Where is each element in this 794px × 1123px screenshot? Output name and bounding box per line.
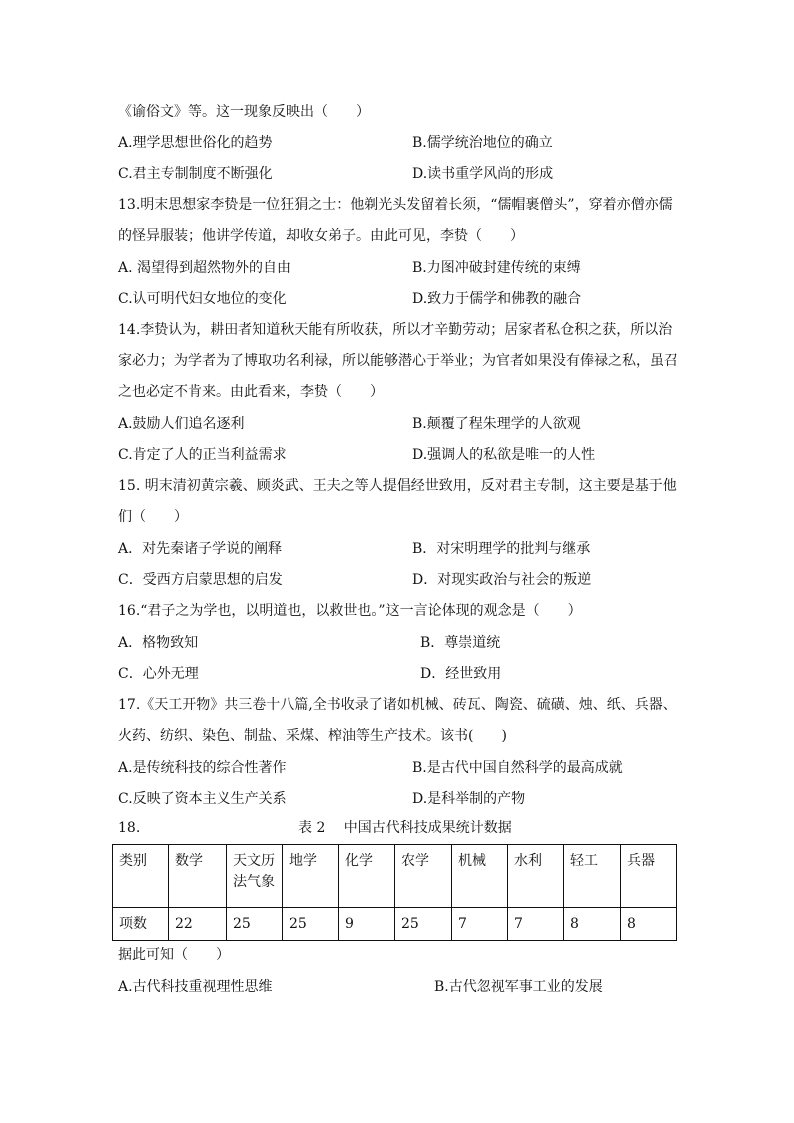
q14-stem-line3: 之也必定不肯来。由此看来，李贽（ ） [118, 384, 384, 400]
q12-option-c: C.君主专制制度不断强化 [118, 166, 273, 182]
q18-option-b: B.古代忽视军事工业的发展 [434, 979, 603, 995]
q16-option-a: A．格物致知 [118, 635, 199, 651]
category-line2: 法气象 [233, 874, 275, 890]
q14-stem-line1: 14.李贽认为，耕田者知道秋天能有所收获，所以才辛勤劳动；居家者私仓积之获，所以治 [118, 322, 673, 338]
table-value-cell: 7 [452, 908, 508, 941]
q15-stem-line1: 15. 明末清初黄宗羲、顾炎武、王夫之等人提倡经世致用，反对君主专制，这主要是基于他 [118, 478, 677, 494]
q16-option-d: D．经世致用 [420, 666, 502, 682]
table-value-cell: 25 [395, 908, 452, 941]
category-line1: 农学 [401, 853, 429, 869]
q12-stem: 《谕俗文》等。这一现象反映出（ ） [118, 104, 370, 120]
q12-option-d: D.读书重学风尚的形成 [412, 166, 554, 182]
table-header-label: 类别 [113, 845, 169, 908]
q13-option-d: D.致力于儒学和佛教的融合 [412, 291, 582, 307]
table-category-cell [283, 845, 339, 908]
q15-option-b: B．对宋明理学的批判与继承 [412, 541, 591, 557]
table-category-cell [169, 845, 227, 908]
q17-option-c: C.反映了资本主义生产关系 [118, 791, 287, 807]
q17-option-b: B.是古代中国自然科学的最高成就 [412, 760, 623, 776]
q15-option-a: A．对先秦诸子学说的阐释 [118, 541, 283, 557]
table-category-cell [227, 845, 283, 908]
table-header-row [113, 845, 677, 908]
q18-table-caption: 表 2 中国古代科技成果统计数据 [298, 820, 512, 836]
category-line1: 兵器 [627, 853, 655, 869]
table-category-cell [452, 845, 508, 908]
q18-number: 18. [118, 820, 141, 836]
category-line1: 轻工 [570, 853, 598, 869]
q15-stem-line2: 们（ ） [118, 509, 188, 525]
category-line1: 机械 [458, 853, 486, 869]
q12-option-a: A.理学思想世俗化的趋势 [118, 135, 273, 151]
q13-option-c: C.认可明代妇女地位的变化 [118, 291, 287, 307]
q15-option-d: D．对现实政治与社会的叛逆 [412, 572, 592, 588]
table-value-cell: 22 [169, 908, 227, 941]
q14-stem-line2: 家必力；为学者为了博取功名利禄，所以能够潜心于举业；为官者如果没有俸禄之私，虽召 [118, 353, 678, 369]
q14-option-c: C.肯定了人的正当利益需求 [118, 447, 287, 463]
q16-option-c: C．心外无理 [118, 666, 199, 682]
q14-option-d: D.强调人的私欲是唯一的人性 [412, 447, 596, 463]
q18-option-a: A.古代科技重视理性思维 [118, 979, 273, 995]
q17-option-a: A.是传统科技的综合性著作 [118, 760, 287, 776]
table-value-cell: 25 [227, 908, 283, 941]
q13-option-b: B.力图冲破封建传统的束缚 [412, 260, 581, 276]
q13-option-a: A. 渴望得到超然物外的自由 [118, 260, 292, 276]
table-value-cell: 25 [283, 908, 339, 941]
table-category-cell [339, 845, 395, 908]
table-value-cell: 8 [621, 908, 677, 941]
table-category-cell [564, 845, 621, 908]
table-row-label: 项数 [113, 908, 169, 941]
q16-stem: 16.“君子之为学也，以明道也，以救世也。”这一言论体现的观念是（ ） [118, 603, 582, 619]
q17-stem-line1: 17.《天工开物》共三卷十八篇,全书收录了诸如机械、砖瓦、陶瓷、硫磺、烛、纸、兵器、 [118, 697, 677, 713]
table-value-cell: 8 [564, 908, 621, 941]
category-line1: 数学 [175, 853, 203, 869]
q15-option-c: C．受西方启蒙思想的启发 [118, 572, 283, 588]
category-line1: 水利 [514, 853, 542, 869]
q12-option-b: B.儒学统治地位的确立 [412, 135, 553, 151]
category-line1: 地学 [289, 853, 317, 869]
category-line1: 天文历 [233, 853, 275, 869]
table-row [113, 908, 677, 941]
q14-option-b: B.颠覆了程朱理学的人欲观 [412, 416, 581, 432]
table-category-cell [621, 845, 677, 908]
category-line1: 化学 [345, 853, 373, 869]
q16-option-b: B．尊崇道统 [420, 635, 501, 651]
table-value-cell: 7 [508, 908, 564, 941]
q13-stem-line1: 13.明末思想家李贽是一位狂狷之士：他剃光头发留着长须，“儒帽裹僧头”，穿着亦僧亦儒 [118, 197, 673, 213]
q18-prompt: 据此可知（ ） [118, 947, 230, 963]
q13-stem-line2: 的怪异服装；他讲学传道，却收女弟子。由此可见，李贽（ ） [118, 228, 524, 244]
q14-option-a: A.鼓励人们追名逐利 [118, 416, 245, 432]
table-value-cell: 9 [339, 908, 395, 941]
q17-stem-line2: 火药、纺织、染色、制盐、采煤、榨油等生产技术。该书( ) [118, 728, 507, 744]
q17-option-d: D.是科举制的产物 [412, 791, 526, 807]
science-statistics-table [112, 844, 677, 941]
table-category-cell [508, 845, 564, 908]
table-category-cell [395, 845, 452, 908]
